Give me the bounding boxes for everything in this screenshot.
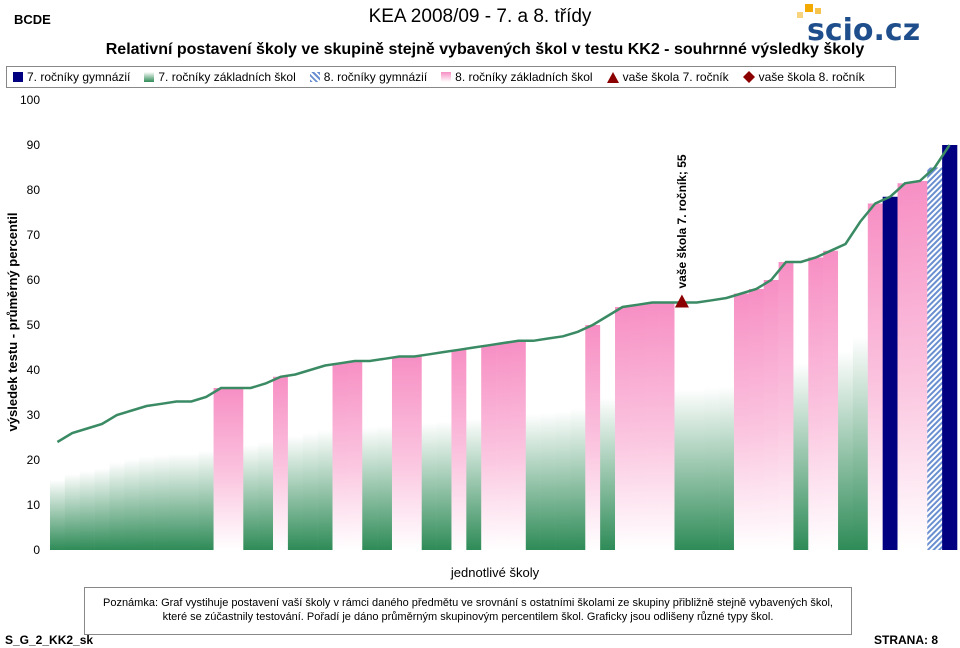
legend-item-zs7	[144, 70, 295, 84]
footnote-box	[84, 587, 852, 635]
legend-swatch-navy	[13, 72, 23, 82]
bar-school-23	[377, 359, 392, 550]
bar-school-55	[853, 222, 868, 551]
bar-school-7	[139, 406, 154, 550]
bar-school-9	[169, 402, 184, 551]
bar-school-20	[333, 363, 348, 550]
bar-school-10	[184, 402, 199, 551]
legend-swatch-green	[144, 72, 154, 82]
bar-school-40	[630, 305, 645, 550]
page-number: STRANA: 8	[873, 633, 938, 647]
y-tick-label: 30	[26, 408, 40, 422]
bar-school-2	[65, 433, 80, 550]
bar-school-59	[912, 181, 927, 550]
bar-school-1	[50, 442, 65, 550]
bar-school-22	[362, 361, 377, 550]
bar-school-27	[437, 352, 452, 550]
your-school-7-marker	[675, 295, 689, 308]
footnote-line-1: Poznámka: Graf vystihuje postavení vaší školy v rámci daného předmětu ve srovnání s ostatními školami ze skupiny přibližně stejně vybavených škol,	[102, 597, 833, 609]
y-tick-label: 40	[26, 363, 40, 377]
legend-label: 7. ročníky základních škol	[158, 70, 296, 84]
y-tick-label: 0	[33, 543, 40, 557]
bar-school-52	[808, 258, 823, 551]
chart-title: Relativní postavení školy ve skupině stejně vybavených škol v testu KK2 - souhrnné výsledky školy	[105, 41, 865, 58]
bar-school-37	[585, 325, 600, 550]
legend-item-school8	[743, 70, 865, 84]
legend-item-g7	[13, 70, 130, 84]
x-axis-label: jednotlivé školy	[450, 565, 540, 580]
footnote-line-2: které se zúčastnily testování. Pořadí je dáno průměrným skupinovým percentilem škol. Graficky jsou odlišeny různé typy škol.	[162, 611, 774, 623]
bar-school-31	[496, 343, 511, 550]
bar-school-6	[124, 411, 139, 551]
bar-school-17	[288, 375, 303, 551]
bar-school-33	[526, 341, 541, 550]
legend-label: 8. ročníky gymnázií	[323, 70, 428, 84]
bar-school-15	[258, 384, 273, 551]
legend-item-school7	[607, 70, 729, 84]
bar-school-58	[898, 183, 913, 550]
bar-school-36	[570, 332, 585, 550]
bar-school-43	[674, 303, 689, 551]
bar-school-45	[704, 300, 719, 550]
bar-school-21	[347, 361, 362, 550]
y-tick-label: 50	[26, 318, 40, 332]
bar-school-3	[80, 429, 95, 551]
bar-school-50	[779, 262, 794, 550]
bar-school-41	[645, 303, 660, 551]
bar-school-51	[793, 262, 808, 550]
bar-school-26	[422, 354, 437, 550]
legend-label: vaše škola 7. ročník	[622, 70, 729, 84]
bar-school-18	[303, 370, 318, 550]
bar-school-28	[451, 350, 466, 550]
report-code: S_G_2_KK2_sk	[5, 633, 94, 647]
bar-school-53	[823, 251, 838, 550]
document-code: BCDE	[14, 12, 51, 27]
y-tick-label: 90	[26, 138, 40, 152]
marker-data-label: vaše škola 7. ročník; 55	[674, 154, 689, 289]
bar-school-61	[942, 145, 957, 550]
bar-school-42	[660, 303, 675, 551]
bar-school-57	[883, 197, 898, 550]
logo-text: scio.cz	[807, 13, 921, 46]
scio-logo	[773, 2, 933, 46]
bar-school-12	[214, 388, 229, 550]
triangle-marker-icon	[607, 72, 619, 83]
bar-school-38	[600, 316, 615, 550]
bar-school-39	[615, 307, 630, 550]
legend-label: vaše škola 8. ročník	[758, 70, 865, 84]
y-tick-label: 70	[26, 228, 40, 242]
legend-item-g8	[310, 70, 427, 84]
page-heading: KEA 2008/09 - 7. a 8. třídy	[368, 6, 592, 27]
legend-item-zs8	[441, 70, 592, 84]
bar-school-47	[734, 294, 749, 551]
bar-school-46	[719, 298, 734, 550]
bar-school-8	[154, 404, 169, 550]
y-axis-label: výsledek testu - průměrný percentil	[5, 212, 20, 432]
bar-school-24	[392, 357, 407, 551]
bar-school-60	[927, 168, 942, 551]
legend-swatch-pink	[441, 72, 451, 82]
percentile-line	[57, 145, 949, 442]
bar-school-4	[95, 424, 110, 550]
y-tick-label: 60	[26, 273, 40, 287]
bar-school-13	[228, 388, 243, 550]
bar-school-56	[868, 204, 883, 551]
bar-school-35	[556, 336, 571, 550]
bar-school-25	[407, 357, 422, 551]
legend-label: 8. ročníky základních škol	[455, 70, 593, 84]
bar-school-30	[481, 345, 496, 550]
y-tick-label: 100	[19, 93, 40, 107]
bar-school-34	[541, 339, 556, 551]
bar-school-16	[273, 377, 288, 550]
y-tick-label: 20	[26, 453, 40, 467]
y-tick-label: 80	[26, 183, 40, 197]
bar-school-11	[199, 397, 214, 550]
bar-school-19	[318, 366, 333, 551]
legend-label: 7. ročníky gymnázií	[27, 70, 131, 84]
diamond-marker-icon	[743, 71, 755, 83]
legend-swatch-hatched	[310, 72, 320, 82]
bar-school-44	[689, 303, 704, 551]
bar-school-29	[466, 348, 481, 551]
bar-school-32	[511, 341, 526, 550]
bar-school-49	[764, 280, 779, 550]
chart-legend	[6, 66, 896, 88]
y-tick-label: 10	[26, 498, 40, 512]
bar-school-14	[243, 388, 258, 550]
bar-school-54	[838, 244, 853, 550]
bar-school-5	[109, 415, 124, 550]
bar-school-48	[749, 289, 764, 550]
